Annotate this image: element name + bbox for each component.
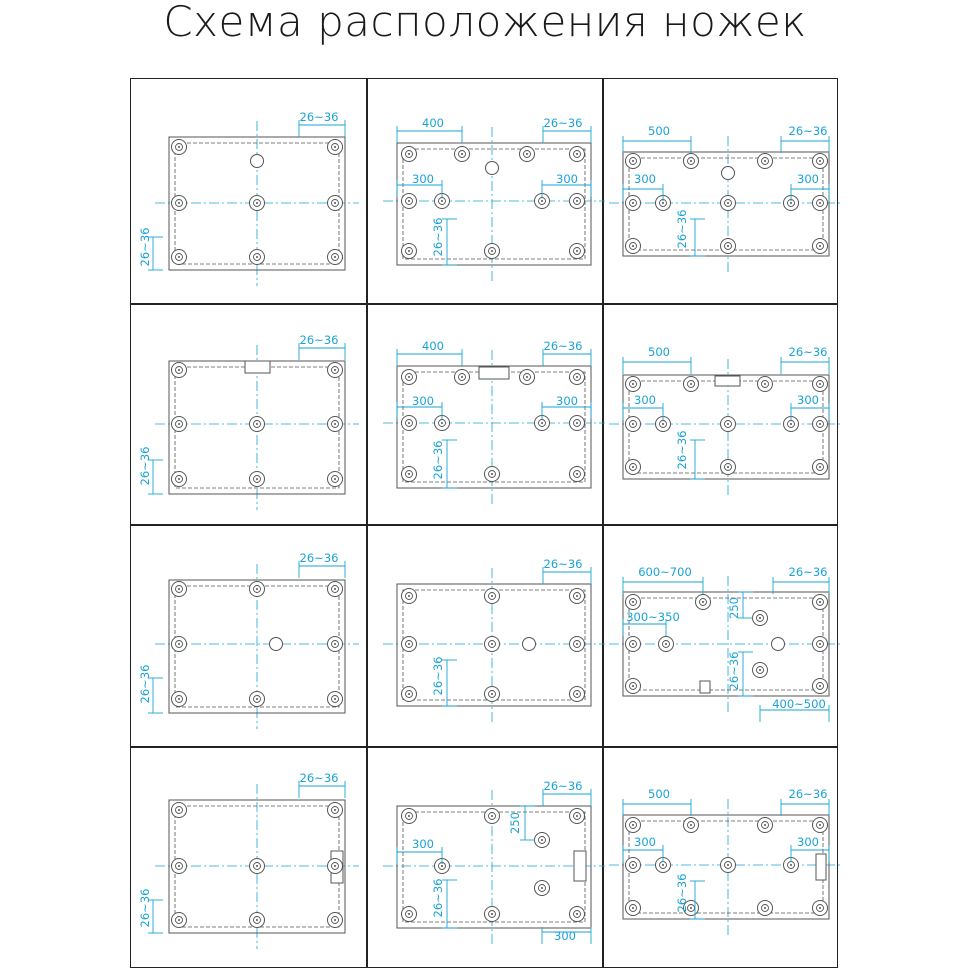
diagram-drawing [367, 304, 603, 526]
leg-mark [626, 154, 641, 169]
leg-mark [328, 417, 343, 432]
dimension-label: 26~36 [299, 551, 339, 565]
diagram-drawing [603, 79, 839, 301]
leg-mark [813, 595, 828, 610]
leg-mark [250, 417, 265, 432]
dimension-label: 300 [797, 172, 819, 186]
leg-mark [570, 907, 585, 922]
dimension-label: 26~36 [788, 787, 828, 801]
diagram-drawing [367, 79, 603, 301]
dimension-label: 26~36 [138, 446, 152, 486]
dimension-label: 300 [797, 393, 819, 407]
leg-mark [626, 901, 641, 916]
dimension-label: 26~36 [788, 124, 828, 138]
leg-mark [328, 472, 343, 487]
dimension-label: 250 [727, 597, 741, 619]
leg-mark [570, 370, 585, 385]
diagram-drawing [603, 748, 839, 970]
drain-hole [270, 638, 283, 651]
dimension-label: 250 [508, 812, 522, 834]
leg-mark [250, 472, 265, 487]
leg-mark [250, 692, 265, 707]
dimension-label: 26~36 [543, 557, 583, 571]
dimension-label: 600~700 [638, 565, 692, 579]
drain-box [574, 851, 586, 881]
leg-mark [172, 859, 187, 874]
leg-mark [172, 196, 187, 211]
drain-box [700, 681, 710, 693]
leg-mark [570, 467, 585, 482]
leg-mark [455, 370, 470, 385]
leg-mark [570, 194, 585, 209]
leg-mark [659, 637, 674, 652]
leg-mark [172, 913, 187, 928]
leg-mark [758, 154, 773, 169]
leg-mark [626, 595, 641, 610]
leg-mark [402, 244, 417, 259]
leg-mark [813, 679, 828, 694]
leg-mark [626, 818, 641, 833]
dimension-label: 400 [422, 116, 444, 130]
diagram-drawing [131, 79, 367, 301]
dimension-label: 26~36 [431, 217, 445, 257]
drain-hole [772, 638, 785, 651]
dimension-label: 300 [412, 394, 434, 408]
diagram-drawing [367, 748, 603, 970]
leg-mark [520, 370, 535, 385]
diagram-drawing [603, 304, 839, 526]
leg-mark [172, 637, 187, 652]
leg-mark [402, 589, 417, 604]
layout-diagram-r2c3 [603, 304, 839, 526]
leg-mark [402, 370, 417, 385]
dimension-label: 26~36 [788, 345, 828, 359]
drain-hole [523, 638, 536, 651]
layout-diagram-r2c1 [131, 304, 367, 526]
leg-mark [172, 363, 187, 378]
leg-mark [402, 637, 417, 652]
leg-mark [813, 460, 828, 475]
leg-mark [485, 637, 500, 652]
leg-mark [250, 913, 265, 928]
dimension-label: 26~36 [431, 878, 445, 918]
leg-mark [328, 803, 343, 818]
leg-mark [172, 692, 187, 707]
leg-mark [485, 467, 500, 482]
leg-mark [402, 467, 417, 482]
dimension-label: 300 [556, 394, 578, 408]
drain-hole [486, 162, 499, 175]
dimension-label: 26~36 [675, 209, 689, 249]
leg-mark [402, 809, 417, 824]
dimension-label: 300 [412, 172, 434, 186]
leg-mark [813, 239, 828, 254]
leg-mark [721, 196, 736, 211]
layout-diagram-r1c1 [131, 79, 367, 301]
leg-mark [570, 809, 585, 824]
dimension-label: 400 [422, 339, 444, 353]
dimension-label: 26~36 [299, 110, 339, 124]
leg-mark [328, 582, 343, 597]
leg-mark [626, 460, 641, 475]
leg-mark [485, 244, 500, 259]
dimension-label: 300 [634, 835, 656, 849]
leg-mark [813, 818, 828, 833]
leg-mark [402, 194, 417, 209]
dimension-label: 26~36 [543, 779, 583, 793]
drain-box [479, 367, 509, 379]
leg-mark [626, 679, 641, 694]
dimension-label: 26~36 [788, 565, 828, 579]
dimension-label: 500 [648, 787, 670, 801]
leg-mark [172, 472, 187, 487]
dimension-label: 26~36 [543, 339, 583, 353]
leg-mark [753, 663, 768, 678]
leg-mark [535, 833, 550, 848]
leg-mark [172, 417, 187, 432]
dimension-label: 300 [554, 929, 576, 943]
leg-mark [813, 901, 828, 916]
leg-mark [172, 250, 187, 265]
drain-hole [722, 167, 735, 180]
layout-diagram-r4c2 [367, 748, 603, 970]
leg-mark [172, 582, 187, 597]
leg-mark [684, 377, 699, 392]
leg-mark [721, 417, 736, 432]
leg-mark [626, 196, 641, 211]
layout-diagram-r4c3 [603, 748, 839, 970]
leg-mark [570, 416, 585, 431]
page-title: Схема расположения ножек [163, 0, 807, 46]
leg-mark [570, 637, 585, 652]
leg-mark [328, 859, 343, 874]
leg-mark [455, 147, 470, 162]
leg-mark [626, 377, 641, 392]
layout-diagram-r3c1 [131, 526, 367, 748]
dimension-label: 26~36 [138, 664, 152, 704]
dimension-label: 26~36 [543, 116, 583, 130]
leg-mark [172, 140, 187, 155]
leg-mark [402, 687, 417, 702]
leg-mark [626, 417, 641, 432]
leg-mark [758, 901, 773, 916]
drain-box [245, 361, 270, 373]
diagram-drawing [131, 526, 367, 748]
leg-mark [328, 196, 343, 211]
leg-mark [250, 859, 265, 874]
diagram-drawing [603, 526, 839, 748]
leg-mark [328, 140, 343, 155]
diagram-drawing [131, 748, 367, 970]
leg-mark [250, 196, 265, 211]
leg-mark [485, 589, 500, 604]
leg-mark [250, 250, 265, 265]
leg-mark [570, 244, 585, 259]
leg-mark [813, 637, 828, 652]
layout-diagram-r3c3 [603, 526, 839, 748]
leg-mark [570, 147, 585, 162]
leg-mark [758, 818, 773, 833]
leg-mark [626, 858, 641, 873]
dimension-label: 26~36 [431, 656, 445, 696]
leg-mark [813, 417, 828, 432]
leg-mark [402, 416, 417, 431]
leg-mark [402, 907, 417, 922]
layout-diagram-r1c3 [603, 79, 839, 301]
dimension-label: 300~350 [626, 610, 680, 624]
leg-mark [520, 147, 535, 162]
leg-mark [328, 913, 343, 928]
dimension-label: 300 [634, 393, 656, 407]
drain-hole [251, 155, 264, 168]
dimension-label: 300 [556, 172, 578, 186]
leg-mark [721, 460, 736, 475]
layout-diagram-r3c2 [367, 526, 603, 748]
layout-diagram-r1c2 [367, 79, 603, 301]
leg-mark [758, 377, 773, 392]
leg-mark [721, 858, 736, 873]
layout-diagram-r4c1 [131, 748, 367, 970]
dimension-label: 26~36 [138, 227, 152, 267]
leg-mark [626, 637, 641, 652]
leg-mark [813, 154, 828, 169]
leg-mark [535, 881, 550, 896]
leg-mark [626, 239, 641, 254]
leg-mark [328, 250, 343, 265]
layout-diagram-r2c2 [367, 304, 603, 526]
diagram-drawing [367, 526, 603, 748]
leg-mark [485, 907, 500, 922]
leg-mark [753, 611, 768, 626]
leg-mark [402, 147, 417, 162]
dimension-label: 300 [797, 835, 819, 849]
leg-mark [328, 637, 343, 652]
dimension-label: 26~36 [675, 873, 689, 913]
diagram-drawing [131, 304, 367, 526]
leg-mark [721, 239, 736, 254]
leg-mark [485, 687, 500, 702]
dimension-label: 400~500 [772, 697, 826, 711]
dimension-label: 26~36 [727, 651, 741, 691]
dimension-label: 26~36 [299, 771, 339, 785]
leg-mark [813, 377, 828, 392]
leg-mark [328, 692, 343, 707]
leg-mark [172, 803, 187, 818]
dimension-label: 26~36 [675, 430, 689, 470]
leg-mark [485, 809, 500, 824]
leg-mark [696, 595, 711, 610]
dimension-label: 26~36 [138, 888, 152, 928]
leg-mark [813, 196, 828, 211]
leg-mark [250, 582, 265, 597]
dimension-label: 26~36 [299, 333, 339, 347]
leg-mark [570, 589, 585, 604]
drain-box [816, 854, 826, 880]
dimension-label: 300 [634, 172, 656, 186]
leg-mark [684, 154, 699, 169]
leg-mark [684, 818, 699, 833]
leg-mark [328, 363, 343, 378]
leg-mark [570, 687, 585, 702]
dimension-label: 26~36 [431, 440, 445, 480]
dimension-label: 500 [648, 345, 670, 359]
dimension-label: 500 [648, 124, 670, 138]
drain-box [715, 376, 740, 386]
dimension-label: 300 [412, 837, 434, 851]
